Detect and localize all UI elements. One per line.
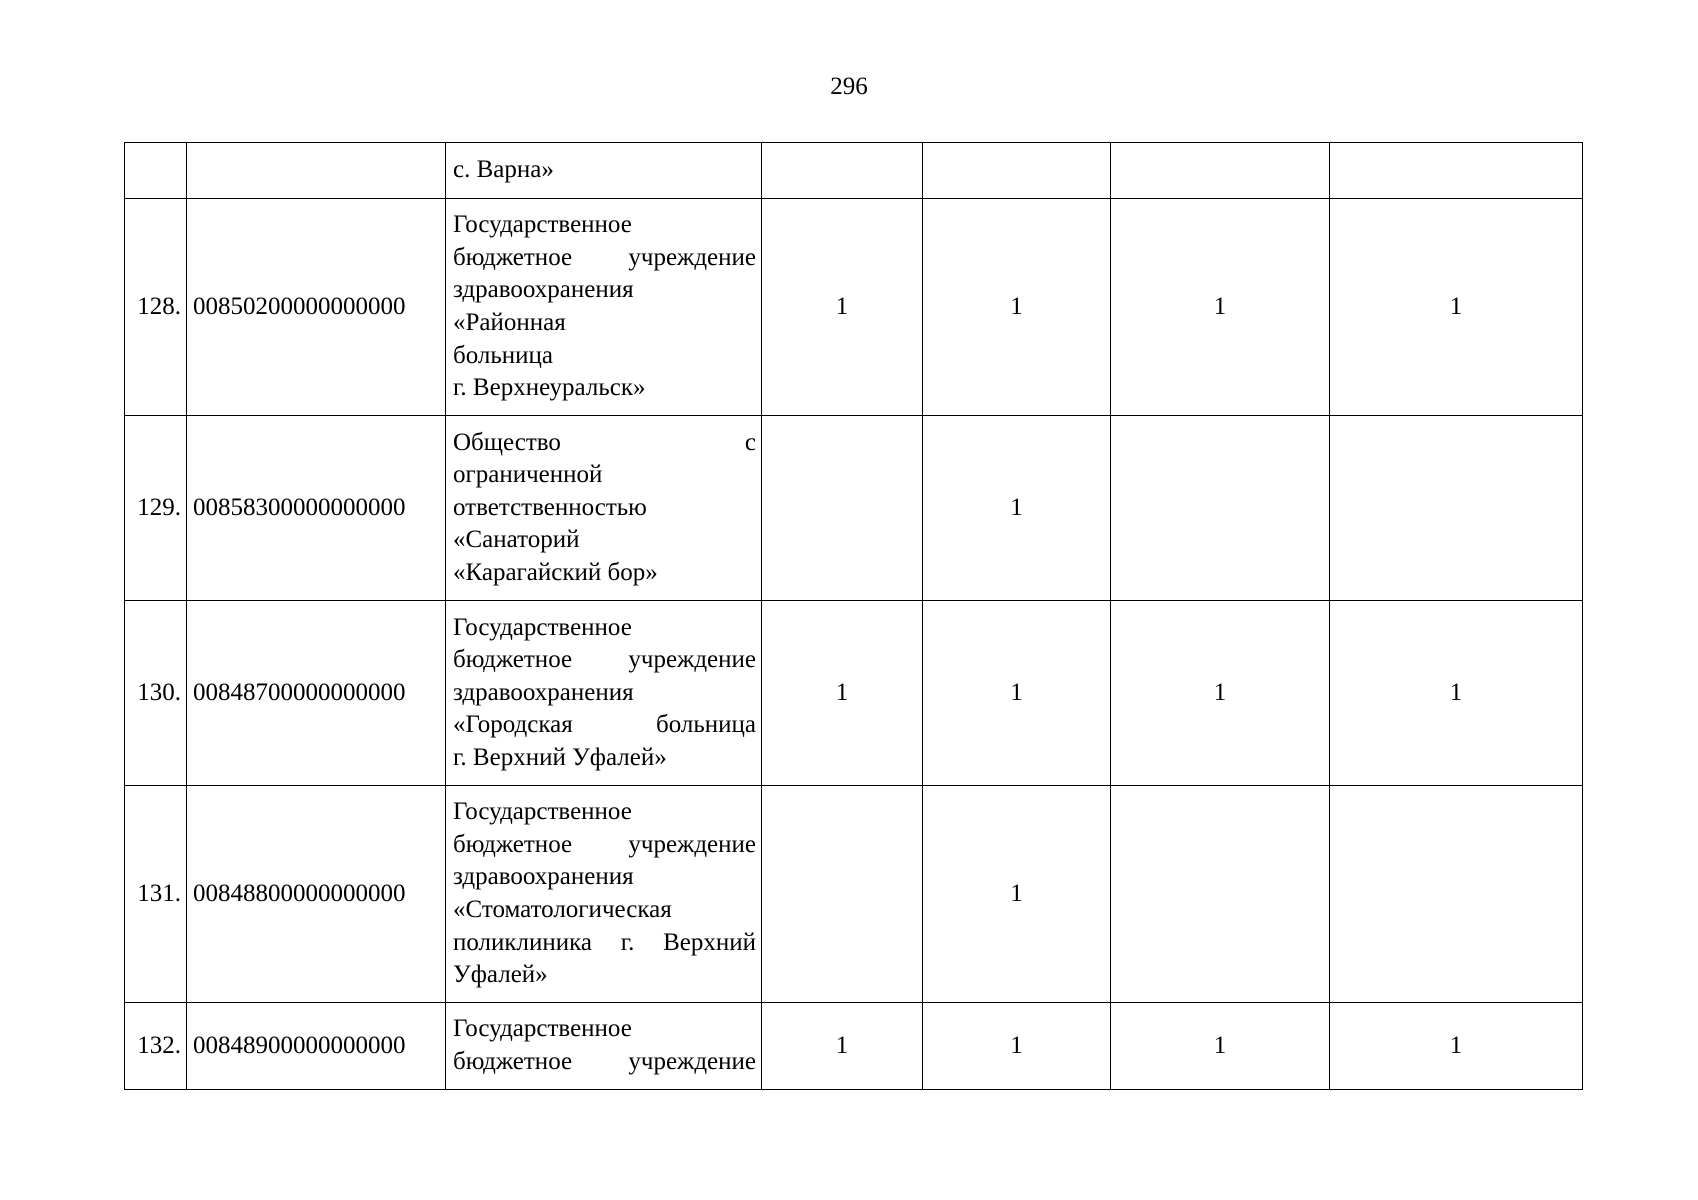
registry-code-cell: 00858300000000000	[187, 416, 446, 601]
indicator-cell-4	[1330, 786, 1583, 1003]
row-number-cell: 132.	[125, 1003, 187, 1090]
indicator-cell-4	[1330, 416, 1583, 601]
table-row	[125, 143, 1583, 199]
organization-name-cell	[446, 786, 762, 1003]
organization-name-line: здравоохранения	[453, 276, 634, 304]
organization-name-cell	[446, 416, 762, 601]
organization-name-line: с. Варна»	[453, 156, 554, 184]
indicator-cell-3: 1	[1111, 601, 1330, 786]
organization-name-line: Государственное	[453, 798, 632, 826]
organization-name-line: бюджетное учреждение	[453, 830, 756, 858]
indicator-cell-1	[762, 416, 923, 601]
organization-name-line: «Карагайский бор»	[453, 558, 658, 586]
organization-name-line: бюджетное учреждение	[453, 1048, 756, 1075]
organization-name-line: «Санаторий	[453, 526, 580, 554]
registry-table-body	[125, 143, 1583, 1090]
indicator-cell-4: 1	[1330, 199, 1583, 416]
row-number-cell	[125, 143, 187, 199]
page-number: 296	[830, 73, 868, 100]
indicator-cell-4	[1330, 143, 1583, 199]
organization-name-line: бюджетное учреждение	[453, 243, 756, 271]
organization-name-cell	[446, 601, 762, 786]
organization-name-line: «Районная	[453, 309, 566, 336]
indicator-cell-1: 1	[762, 1003, 923, 1090]
table-row	[125, 1003, 1583, 1090]
indicator-cell-3	[1111, 786, 1330, 1003]
indicator-cell-2: 1	[923, 601, 1111, 786]
organization-name-cell	[446, 1003, 762, 1090]
row-number-cell: 129.	[125, 416, 187, 601]
organization-name-line: здравоохранения	[453, 678, 634, 706]
organization-name-line: Уфалей»	[453, 961, 548, 989]
indicator-cell-2: 1	[923, 786, 1111, 1003]
registry-code-cell: 00848900000000000	[187, 1003, 446, 1090]
table-row	[125, 199, 1583, 416]
organization-name-line: «Городская больница	[453, 711, 756, 739]
table-row	[125, 601, 1583, 786]
indicator-cell-3: 1	[1111, 199, 1330, 416]
indicator-cell-2	[923, 143, 1111, 199]
organization-name-line: Общество с	[453, 428, 756, 456]
table-row	[125, 416, 1583, 601]
indicator-cell-2: 1	[923, 199, 1111, 416]
row-number-cell: 128.	[125, 199, 187, 416]
organization-name-line: Государственное	[453, 613, 632, 641]
indicator-cell-4: 1	[1330, 1003, 1583, 1090]
registry-code-cell: 00850200000000000	[187, 199, 446, 416]
organization-name-line: г. Верхнеуральск»	[453, 374, 646, 402]
indicator-cell-1: 1	[762, 601, 923, 786]
indicator-cell-3: 1	[1111, 1003, 1330, 1090]
indicator-cell-1: 1	[762, 199, 923, 416]
indicator-cell-2: 1	[923, 1003, 1111, 1090]
row-number-cell: 130.	[125, 601, 187, 786]
registry-table	[124, 142, 1583, 1090]
indicator-cell-3	[1111, 143, 1330, 199]
registry-code-cell: 00848700000000000	[187, 601, 446, 786]
organization-name-line: ограниченной	[453, 461, 603, 489]
organization-name-line: бюджетное учреждение	[453, 646, 756, 674]
indicator-cell-1	[762, 143, 923, 199]
organization-name-line: г. Верхний Уфалей»	[453, 743, 667, 771]
row-number-cell: 131.	[125, 786, 187, 1003]
indicator-cell-1	[762, 786, 923, 1003]
organization-name-line: больница	[453, 341, 553, 369]
organization-name-line: «Стоматологическая	[453, 896, 672, 923]
indicator-cell-2: 1	[923, 416, 1111, 601]
registry-code-cell: 00848800000000000	[187, 786, 446, 1003]
indicator-cell-3	[1111, 416, 1330, 601]
organization-name-line: Государственное	[453, 1015, 632, 1043]
indicator-cell-4: 1	[1330, 601, 1583, 786]
organization-name-cell	[446, 199, 762, 416]
registry-code-cell	[187, 143, 446, 199]
organization-name-cell	[446, 143, 762, 199]
organization-name-line: поликлиника г. Верхний	[453, 928, 756, 956]
table-row	[125, 786, 1583, 1003]
organization-name-line: Государственное	[453, 211, 632, 239]
organization-name-line: ответственностью	[453, 493, 647, 521]
organization-name-line: здравоохранения	[453, 863, 634, 891]
